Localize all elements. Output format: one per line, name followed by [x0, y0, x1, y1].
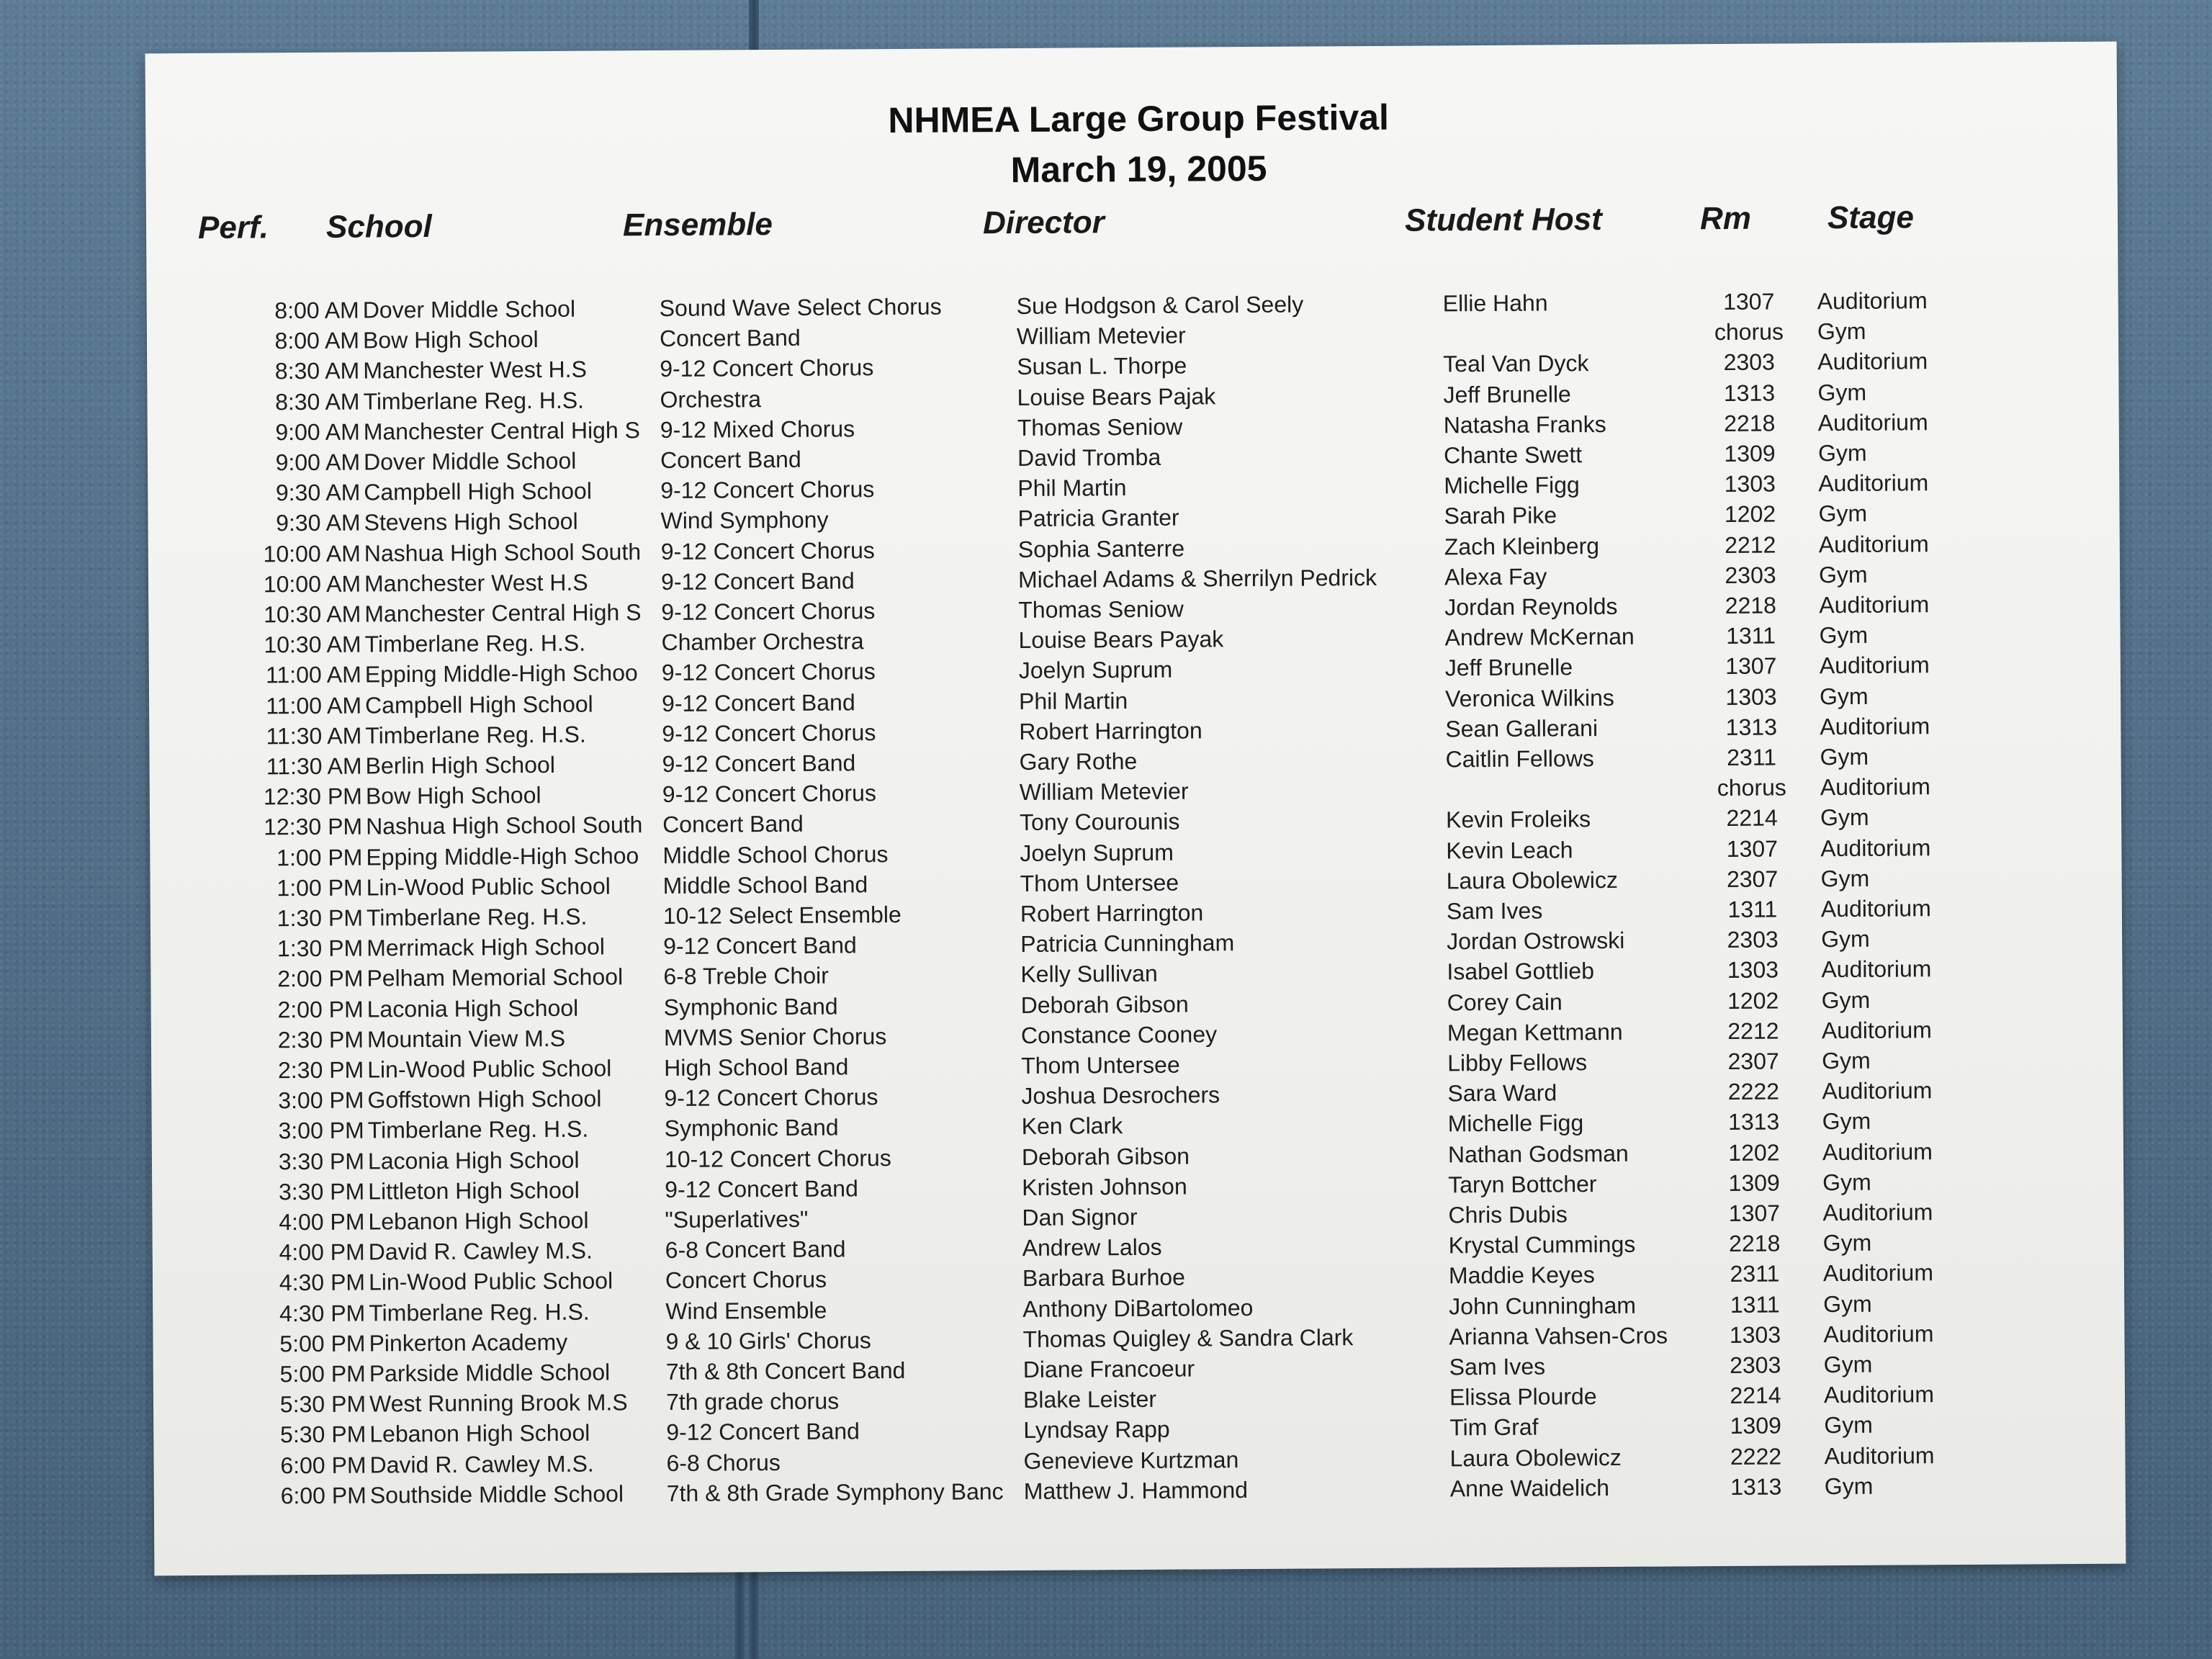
perf-time: 8:30 AM	[275, 388, 360, 415]
school-name: Dover Middle School	[362, 295, 576, 323]
room-number: 1303	[1725, 683, 1777, 710]
director-name: Joshua Desrochers	[1021, 1082, 1220, 1110]
room-number: 1309	[1728, 1169, 1780, 1196]
room-number: 2303	[1723, 349, 1775, 376]
perf-time: 5:30 PM	[279, 1390, 367, 1418]
perf-time: 8:00 AM	[274, 297, 359, 324]
room-number: 1307	[1723, 288, 1775, 315]
director-name: Deborah Gibson	[1021, 1143, 1190, 1170]
room-number: 1311	[1730, 1291, 1780, 1318]
perf-time: 2:00 PM	[277, 996, 364, 1022]
ensemble-name: 9-12 Concert Band	[660, 567, 855, 595]
school-name: Epping Middle-High Schoo	[364, 660, 638, 688]
header-student-host: Student Host	[1404, 202, 1602, 238]
director-name: William Metevier	[1016, 322, 1186, 350]
director-name: Anthony DiBartolomeo	[1022, 1294, 1254, 1322]
stage-name: Auditorium	[1824, 1442, 1935, 1469]
room-number: 1313	[1730, 1473, 1782, 1500]
school-name: Timberlane Reg. H.S.	[364, 629, 586, 657]
student-host: Kevin Froleiks	[1445, 806, 1591, 833]
stage-name: Auditorium	[1823, 1321, 1934, 1347]
director-name: Joelyn Suprum	[1020, 839, 1174, 866]
stage-name: Auditorium	[1818, 469, 1929, 497]
ensemble-name: 10-12 Concert Chorus	[664, 1144, 891, 1172]
room-number: 1303	[1727, 956, 1779, 984]
director-name: Kristen Johnson	[1022, 1173, 1187, 1200]
school-name: Pelham Memorial School	[367, 963, 624, 992]
perf-time: 9:00 AM	[275, 418, 360, 446]
room-number: 2218	[1725, 592, 1776, 619]
perf-time: 3:00 PM	[278, 1087, 364, 1114]
ensemble-name: Orchestra	[660, 385, 762, 413]
stage-name: Gym	[1821, 925, 1870, 953]
director-name: Robert Harrington	[1019, 717, 1202, 745]
student-host: Isabel Gottlieb	[1447, 958, 1595, 985]
ensemble-name: 9-12 Concert Band	[662, 750, 856, 778]
school-name: Epping Middle-High Schoo	[366, 842, 639, 871]
perf-time: 9:30 AM	[275, 479, 361, 506]
student-host: Kevin Leach	[1446, 836, 1573, 863]
room-number: 2214	[1726, 804, 1778, 832]
director-name: Joelyn Suprum	[1018, 657, 1173, 684]
director-name: William Metevier	[1019, 778, 1189, 806]
student-host: Teal Van Dyck	[1443, 350, 1589, 377]
school-name: Merrimack High School	[367, 933, 606, 961]
perf-time: 4:30 PM	[279, 1300, 366, 1326]
perf-time: 4:30 PM	[279, 1269, 366, 1296]
perf-time: 4:00 PM	[279, 1208, 365, 1236]
student-host: Sam Ives	[1446, 897, 1543, 925]
director-name: Ken Clark	[1021, 1112, 1123, 1140]
director-name: Sue Hodgson & Carol Seely	[1016, 291, 1304, 319]
ensemble-name: 7th & 8th Grade Symphony Banc	[666, 1478, 1004, 1506]
ensemble-name: 9-12 Concert Chorus	[662, 719, 876, 747]
director-name: Tony Courounis	[1020, 809, 1180, 836]
student-host: Elissa Plourde	[1449, 1383, 1597, 1411]
director-name: Thom Untersee	[1020, 869, 1179, 896]
director-name: Dan Signor	[1022, 1203, 1138, 1231]
director-name: Barbara Burhoe	[1022, 1264, 1186, 1292]
director-name: Andrew Lalos	[1022, 1233, 1162, 1262]
stage-name: Auditorium	[1821, 956, 1932, 983]
ensemble-name: Symphonic Band	[664, 1114, 839, 1142]
director-name: Thom Untersee	[1021, 1051, 1180, 1079]
ensemble-name: 7th grade chorus	[665, 1388, 840, 1416]
ensemble-name: 9-12 Concert Band	[661, 688, 855, 716]
school-name: Manchester West H.S	[363, 356, 587, 384]
student-host: Anne Waidelich	[1449, 1474, 1610, 1502]
perf-time: 8:30 AM	[274, 357, 360, 385]
ensemble-name: Wind Symphony	[660, 506, 829, 534]
school-name: Timberlane Reg. H.S.	[363, 387, 585, 415]
perf-time: 3:30 PM	[278, 1178, 365, 1205]
school-name: Campbell High School	[364, 477, 593, 505]
room-number: 2307	[1726, 866, 1779, 892]
director-name: David Tromba	[1017, 444, 1161, 471]
director-name: Patricia Cunningham	[1020, 930, 1235, 958]
stage-name: Auditorium	[1822, 1077, 1933, 1105]
room-number: 2212	[1725, 531, 1776, 558]
ensemble-name: 9-12 Concert Band	[663, 932, 857, 960]
school-name: Pinkerton Academy	[369, 1328, 568, 1357]
room-number: 2307	[1727, 1048, 1779, 1074]
room-number: 2218	[1729, 1230, 1781, 1257]
perf-time: 4:00 PM	[279, 1238, 365, 1266]
perf-time: 9:30 AM	[276, 509, 361, 536]
director-name: Lyndsay Rapp	[1023, 1416, 1170, 1444]
stage-name: Auditorium	[1817, 348, 1928, 375]
room-number: 2303	[1727, 926, 1779, 953]
school-name: Stevens High School	[364, 508, 578, 536]
school-name: Lebanon High School	[368, 1207, 589, 1235]
school-name: Southside Middle School	[369, 1480, 624, 1509]
student-host: Andrew McKernan	[1444, 623, 1635, 651]
director-name: Louise Bears Payak	[1018, 626, 1224, 654]
perf-time: 12:30 PM	[264, 813, 363, 840]
ensemble-name: 10-12 Select Ensemble	[662, 901, 902, 930]
stage-name: Auditorium	[1822, 1199, 1933, 1226]
ensemble-name: Wind Ensemble	[665, 1297, 827, 1324]
header-room: Rm	[1699, 200, 1752, 237]
stage-name: Auditorium	[1820, 713, 1930, 739]
ensemble-name: 9-12 Concert Chorus	[664, 1084, 878, 1112]
stage-name: Auditorium	[1820, 773, 1930, 801]
room-number: chorus	[1714, 318, 1784, 346]
student-host: Jordan Ostrowski	[1447, 927, 1625, 955]
school-name: Bow High School	[365, 782, 541, 809]
perf-time: 1:30 PM	[276, 904, 364, 932]
schedule-sheet	[145, 42, 2126, 1576]
student-host: Michelle Figg	[1447, 1110, 1584, 1137]
stage-name: Auditorium	[1818, 530, 1929, 557]
student-host: Laura Obolewicz	[1449, 1444, 1622, 1471]
stage-name: Gym	[1818, 500, 1868, 527]
student-host: Alexa Fay	[1444, 563, 1547, 590]
room-number: chorus	[1717, 774, 1786, 801]
student-host: Libby Fellows	[1447, 1049, 1588, 1076]
room-number: 1311	[1727, 896, 1778, 922]
student-host: Sarah Pike	[1444, 502, 1557, 529]
stage-name: Gym	[1817, 439, 1867, 467]
stage-name: Auditorium	[1819, 652, 1930, 679]
perf-time: 1:00 PM	[276, 844, 363, 871]
stage-name: Auditorium	[1822, 1138, 1933, 1165]
student-host: Tim Graf	[1449, 1413, 1539, 1441]
stage-name: Auditorium	[1820, 895, 1931, 922]
director-name: Gary Rothe	[1019, 747, 1138, 775]
perf-time: 11:30 AM	[266, 722, 362, 750]
student-host: Michelle Figg	[1444, 472, 1580, 499]
room-number: 2218	[1724, 410, 1776, 436]
student-host: Veronica Wilkins	[1444, 684, 1614, 711]
room-number: 1313	[1723, 379, 1776, 406]
ensemble-name: Concert Band	[660, 446, 801, 474]
perf-time: 8:00 AM	[274, 327, 360, 354]
student-host: John Cunningham	[1449, 1292, 1637, 1319]
school-name: Nashua High School South	[366, 811, 643, 840]
director-name: Michael Adams & Sherrilyn Pedrick	[1017, 564, 1377, 593]
ensemble-name: 6-8 Chorus	[666, 1449, 781, 1476]
director-name: Sophia Santerre	[1017, 535, 1185, 562]
student-host: Jeff Brunelle	[1443, 380, 1571, 408]
school-name: Lin-Wood Public School	[366, 873, 611, 901]
school-name: Lebanon High School	[369, 1420, 590, 1447]
school-name: Goffstown High School	[367, 1085, 602, 1113]
student-host: Sara Ward	[1447, 1079, 1557, 1107]
perf-time: 2:30 PM	[277, 1056, 364, 1084]
school-name: Dover Middle School	[363, 447, 577, 475]
stage-name: Auditorium	[1823, 1381, 1935, 1408]
school-name: Bow High School	[362, 326, 539, 354]
school-name: Timberlane Reg. H.S.	[369, 1298, 590, 1326]
director-name: Deborah Gibson	[1020, 991, 1189, 1018]
perf-time: 2:30 PM	[277, 1026, 364, 1053]
perf-time: 1:30 PM	[276, 935, 364, 962]
perf-time: 6:00 PM	[280, 1482, 367, 1509]
perf-time: 10:00 AM	[263, 540, 361, 567]
student-host: Taryn Bottcher	[1448, 1170, 1597, 1198]
director-name: Thomas Seniow	[1017, 413, 1183, 441]
ensemble-name: "Superlatives"	[665, 1205, 809, 1233]
header-school: School	[325, 208, 432, 245]
school-name: Parkside Middle School	[369, 1359, 611, 1387]
page-title: NHMEA Large Group Festival	[888, 96, 1390, 141]
room-number: 1309	[1724, 440, 1776, 467]
header-perf: Perf.	[197, 210, 269, 246]
room-number: 2222	[1730, 1443, 1782, 1470]
ensemble-name: Symphonic Band	[663, 993, 838, 1020]
room-number: 1307	[1725, 652, 1777, 680]
room-number: 2303	[1730, 1352, 1781, 1378]
room-number: 1307	[1726, 835, 1779, 862]
student-host: Corey Cain	[1447, 988, 1563, 1015]
director-name: Thomas Quigley & Sandra Clark	[1022, 1323, 1354, 1352]
stage-name: Gym	[1819, 683, 1869, 709]
perf-time: 11:00 AM	[265, 661, 361, 688]
ensemble-name: 9 & 10 Girls' Chorus	[665, 1327, 871, 1354]
student-host: Sam Ives	[1449, 1353, 1546, 1380]
student-host: Chante Swett	[1443, 441, 1583, 469]
director-name: Susan L. Thorpe	[1017, 352, 1187, 380]
stage-name: Auditorium	[1820, 834, 1931, 861]
ensemble-name: 9-12 Concert Chorus	[660, 476, 875, 504]
ensemble-name: Concert Chorus	[665, 1267, 827, 1294]
student-host: Laura Obolewicz	[1446, 866, 1619, 894]
room-number: 1202	[1727, 987, 1779, 1014]
stage-name: Gym	[1823, 1290, 1872, 1317]
room-number: 1313	[1727, 1108, 1780, 1136]
room-number: 2222	[1727, 1078, 1780, 1105]
stage-name: Auditorium	[1821, 1017, 1932, 1043]
school-name: Mountain View M.S	[367, 1025, 566, 1053]
stage-name: Gym	[1824, 1473, 1874, 1499]
school-name: Timberlane Reg. H.S.	[365, 721, 586, 749]
stage-name: Auditorium	[1817, 409, 1928, 436]
perf-time: 10:30 AM	[264, 601, 361, 628]
stage-name: Gym	[1818, 561, 1868, 588]
room-number: 2214	[1730, 1382, 1781, 1409]
ensemble-name: Middle School Chorus	[662, 840, 889, 868]
ensemble-name: 9-12 Concert Band	[665, 1175, 858, 1202]
stage-name: Gym	[1824, 1412, 1873, 1439]
perf-time: 1:00 PM	[276, 874, 363, 902]
school-name: Littleton High School	[368, 1177, 580, 1205]
room-number: 1202	[1724, 500, 1776, 528]
room-number: 1309	[1730, 1412, 1781, 1439]
perf-time: 11:30 AM	[266, 752, 362, 780]
perf-time: 10:00 AM	[263, 570, 361, 598]
room-number: 2311	[1730, 1260, 1780, 1287]
school-name: Lin-Wood Public School	[367, 1055, 612, 1083]
school-name: David R. Cawley M.S.	[369, 1450, 594, 1478]
director-name: Blake Leister	[1022, 1386, 1157, 1413]
stage-name: Auditorium	[1819, 591, 1930, 619]
perf-time: 10:30 AM	[264, 631, 361, 658]
ensemble-name: Middle School Band	[662, 871, 868, 899]
table-seam-lower	[734, 1563, 745, 1659]
ensemble-name: 9-12 Mixed Chorus	[660, 415, 855, 443]
ensemble-name: 9-12 Concert Band	[666, 1418, 860, 1446]
ensemble-name: Concert Band	[659, 325, 801, 352]
student-host: Sean Gallerani	[1445, 714, 1599, 742]
room-number: 2303	[1725, 562, 1776, 588]
perf-time: 5:00 PM	[279, 1330, 366, 1357]
student-host: Arianna Vahsen-Cros	[1449, 1322, 1668, 1350]
room-number: 1303	[1729, 1321, 1781, 1348]
school-name: Laconia High School	[367, 1146, 580, 1174]
school-name: Nashua High School South	[364, 538, 642, 567]
stage-name: Gym	[1817, 318, 1866, 345]
perf-time: 2:00 PM	[277, 965, 364, 992]
school-name: David R. Cawley M.S.	[368, 1237, 593, 1265]
school-name: Manchester Central High S	[363, 416, 641, 445]
ensemble-name: 6-8 Treble Choir	[663, 962, 829, 990]
director-name: Constance Cooney	[1020, 1021, 1218, 1048]
student-host: Megan Kettmann	[1447, 1018, 1623, 1046]
director-name: Patricia Granter	[1017, 505, 1179, 532]
student-host: Maddie Keyes	[1448, 1262, 1595, 1289]
school-name: West Running Brook M.S	[369, 1389, 628, 1417]
ensemble-name: 9-12 Concert Chorus	[661, 658, 876, 686]
header-director: Director	[982, 204, 1105, 241]
room-number: 2311	[1727, 744, 1777, 770]
perf-time: 5:30 PM	[280, 1421, 367, 1448]
room-number: 2212	[1727, 1017, 1779, 1044]
stage-name: Gym	[1822, 1047, 1871, 1074]
director-name: Phil Martin	[1017, 475, 1127, 502]
stage-name: Gym	[1822, 1108, 1871, 1135]
stage-name: Gym	[1817, 379, 1867, 405]
school-name: Timberlane Reg. H.S.	[367, 1116, 589, 1143]
ensemble-name: Concert Band	[662, 811, 804, 838]
stage-name: Gym	[1822, 1229, 1872, 1256]
perf-time: 6:00 PM	[280, 1452, 367, 1478]
student-host: Natasha Franks	[1443, 410, 1606, 439]
stage-name: Auditorium	[1822, 1259, 1934, 1287]
ensemble-name: MVMS Senior Chorus	[663, 1022, 887, 1051]
room-number: 1313	[1725, 714, 1778, 740]
director-name: Thomas Seniow	[1018, 595, 1184, 623]
student-host: Nathan Godsman	[1447, 1140, 1629, 1167]
director-name: Phil Martin	[1018, 687, 1128, 714]
room-number: 1202	[1728, 1139, 1780, 1166]
ensemble-name: Sound Wave Select Chorus	[659, 293, 942, 322]
perf-time: 12:30 PM	[263, 783, 362, 810]
director-name: Louise Bears Pajak	[1017, 382, 1216, 410]
student-host: Ellie Hahn	[1442, 289, 1548, 317]
stage-name: Gym	[1820, 865, 1870, 891]
ensemble-name: 9-12 Concert Chorus	[662, 780, 877, 808]
stage-name: Auditorium	[1817, 287, 1928, 315]
perf-time: 9:00 AM	[275, 449, 361, 476]
student-host: Jordan Reynolds	[1444, 593, 1618, 621]
stage-name: Gym	[1822, 1169, 1871, 1195]
director-name: Genevieve Kurtzman	[1023, 1446, 1239, 1474]
student-host: Zach Kleinberg	[1444, 532, 1600, 559]
header-stage: Stage	[1827, 199, 1914, 236]
ensemble-name: Chamber Orchestra	[661, 628, 864, 656]
stage-name: Gym	[1823, 1351, 1873, 1378]
school-name: Manchester Central High S	[364, 599, 642, 627]
director-name: Diane Francoeur	[1022, 1355, 1195, 1382]
stage-name: Gym	[1819, 621, 1869, 649]
perf-time: 5:00 PM	[279, 1360, 366, 1388]
director-name: Matthew J. Hammond	[1023, 1476, 1249, 1504]
header-ensemble: Ensemble	[622, 207, 773, 243]
school-name: Campbell High School	[364, 691, 593, 719]
ensemble-name: 7th & 8th Concert Band	[665, 1357, 906, 1385]
ensemble-name: 6-8 Concert Band	[665, 1236, 846, 1264]
stage-name: Gym	[1821, 986, 1871, 1013]
room-number: 1307	[1728, 1200, 1781, 1226]
perf-time: 3:30 PM	[278, 1148, 365, 1174]
school-name: Timberlane Reg. H.S.	[366, 903, 588, 931]
room-number: 1311	[1726, 622, 1776, 649]
perf-time: 3:00 PM	[278, 1117, 364, 1144]
school-name: Lin-Wood Public School	[368, 1267, 613, 1295]
ensemble-name: High School Band	[664, 1053, 849, 1082]
page-date: March 19, 2005	[1010, 148, 1267, 191]
student-host: Caitlin Fellows	[1445, 745, 1594, 773]
ensemble-name: 9-12 Concert Chorus	[660, 536, 875, 565]
school-name: Berlin High School	[365, 751, 555, 779]
student-host: Krystal Cummings	[1448, 1231, 1636, 1259]
ensemble-name: 9-12 Concert Chorus	[661, 598, 876, 626]
stage-name: Gym	[1820, 804, 1869, 831]
director-name: Robert Harrington	[1020, 899, 1204, 927]
school-name: Manchester West H.S	[364, 569, 588, 597]
director-name: Kelly Sullivan	[1020, 961, 1158, 988]
ensemble-name: 9-12 Concert Chorus	[660, 354, 874, 382]
student-host: Jeff Brunelle	[1444, 654, 1573, 681]
student-host: Chris Dubis	[1448, 1201, 1568, 1228]
perf-time: 11:00 AM	[266, 692, 362, 719]
stage-name: Gym	[1820, 743, 1869, 770]
school-name: Laconia High School	[367, 994, 579, 1022]
room-number: 1303	[1724, 470, 1776, 498]
